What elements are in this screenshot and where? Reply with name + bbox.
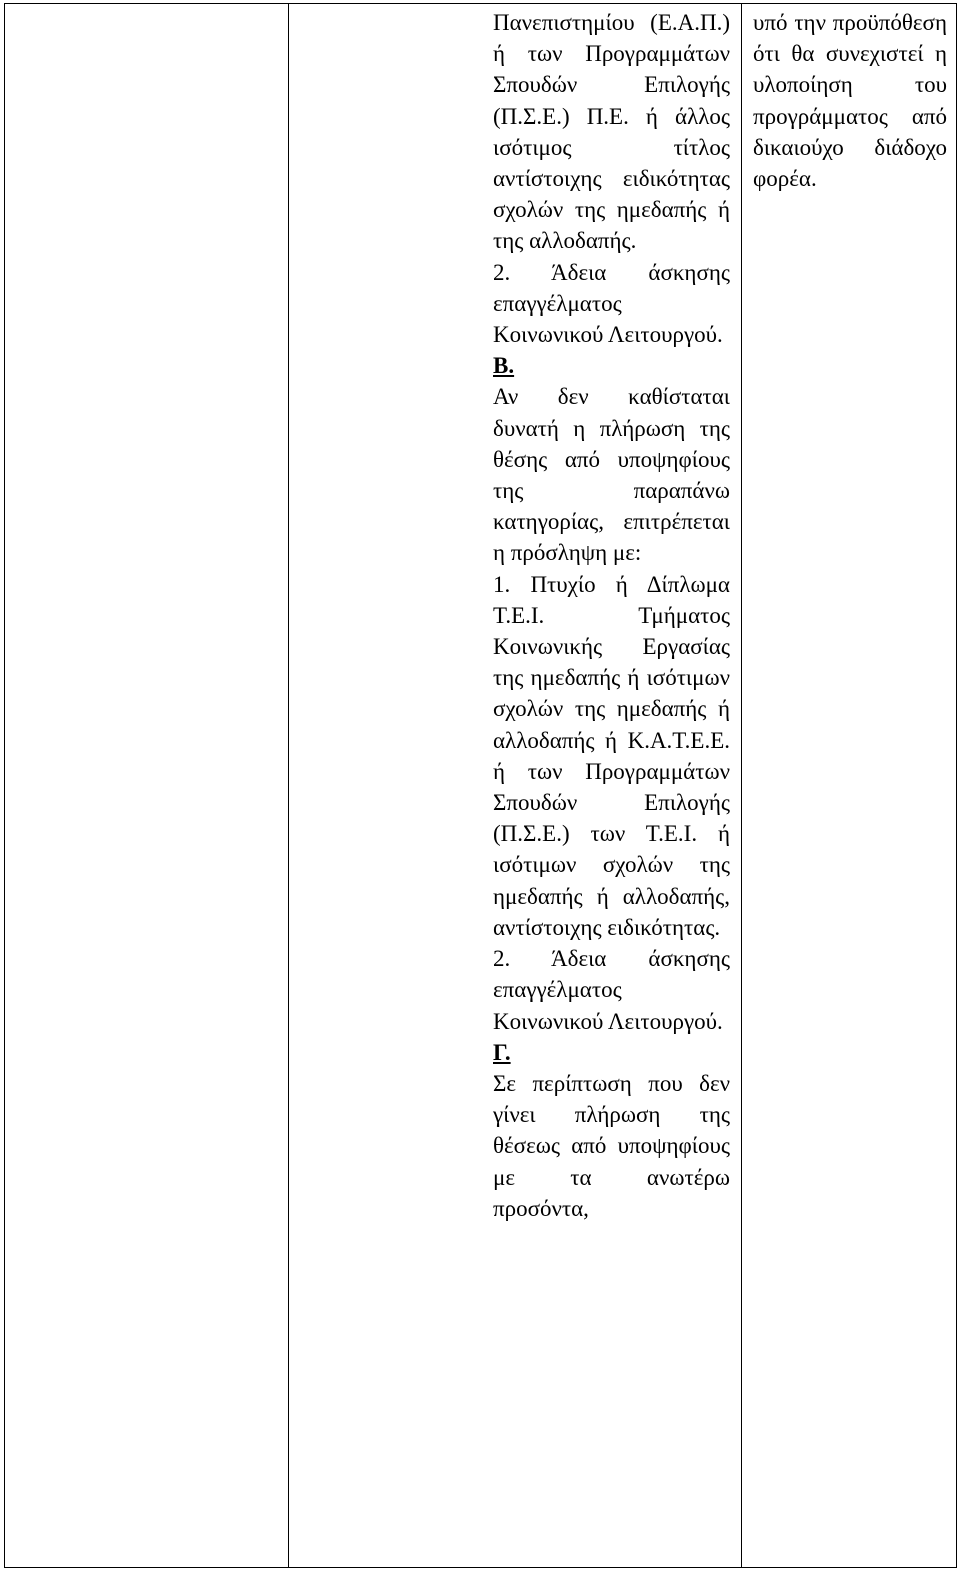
paragraph: Σε περίπτωση που δεν γίνει πλήρωση της θέσεως από υποψηφίους με τα ανωτέρω προσόντα, bbox=[493, 1070, 730, 1221]
condition-text bbox=[753, 7, 947, 194]
paragraph: 2. Άδεια άσκησης επαγγέλματος Κοινωνικού Λειτουργού. bbox=[493, 946, 730, 1034]
qualifications-text bbox=[493, 7, 730, 1224]
table-row bbox=[5, 4, 957, 1568]
condition-cell bbox=[742, 4, 957, 1568]
empty-cell bbox=[5, 4, 289, 1568]
section-letter-c: Γ. bbox=[493, 1039, 511, 1065]
paragraph: υπό την προϋπόθεση ότι θα συνεχιστεί η υλοποίηση του προγράμματος από δικαιούχο διάδοχο φορέα. bbox=[753, 10, 947, 192]
paragraph: 1. Πτυχίο ή Δίπλωμα Τ.Ε.Ι. Τμήματος Κοινωνικής Εργασίας της ημεδαπής ή ισότιμων σχολών της ημεδαπής ή αλλοδαπής ή Κ.Α.Τ.Ε.Ε. ή των Προγραμμάτων Σπουδών Επιλογής (Π.Σ.Ε.) των Τ.Ε.Ι. ή ισότιμων σχολών της ημεδαπής ή αλλοδαπής, αντίστοιχης ειδικότητας. bbox=[493, 571, 730, 940]
paragraph: 2. Άδεια άσκησης επαγγέλματος Κοινωνικού Λειτουργού. bbox=[493, 259, 730, 348]
document-table bbox=[4, 3, 957, 1568]
paragraph: Αν δεν καθίσταται δυνατή η πλήρωση της θέσης από υποψηφίους της παραπάνω κατηγορίας, επιτρέπεται η πρόσληψη με: bbox=[493, 384, 730, 566]
section-letter-b: Β. bbox=[493, 353, 515, 379]
paragraph: Πανεπιστημίου (Ε.Α.Π.) ή των Προγραμμάτων Σπουδών Επιλογής (Π.Σ.Ε.) Π.Ε. ή άλλος ισότιμος τίτλος αντίστοιχης ειδικότητας σχολών της ημεδαπής ή της αλλοδαπής. bbox=[493, 10, 730, 254]
qualifications-cell bbox=[289, 4, 742, 1568]
